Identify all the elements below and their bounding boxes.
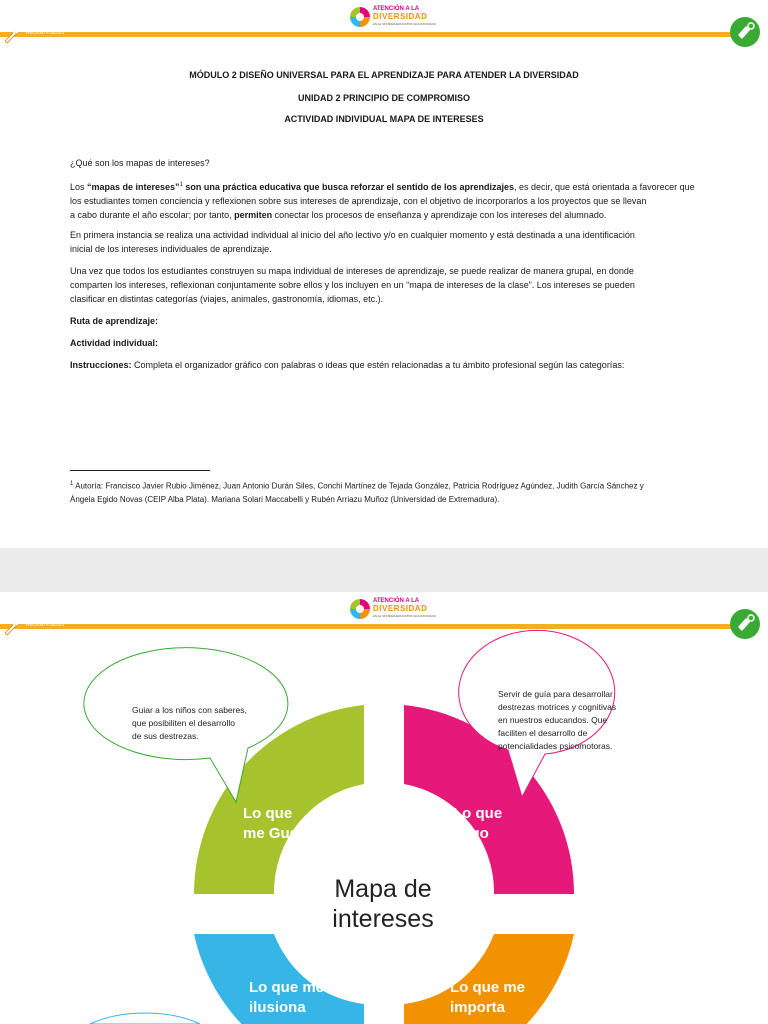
question-heading: ¿Qué son los mapas de intereses? — [70, 158, 210, 168]
bubble-do-text: Servir de guía para desarrollar destrezas motrices y cognitivas en nuestros educandos. Que faciliten el desarrollo de potencialidades psicomotoras. — [498, 689, 617, 751]
footnote-divider — [70, 470, 210, 471]
footnote: $^1$ Autoría: Francisco Javier Rubio Jiménez, Juan Antonio Durán Siles, Conchi Martínez de Tejada González, Patricia Rodríguez Agúndez, Judith García Sánchez y Ángela Egido Novas (CEIP Alba Plata). Mariana Solari Maccabelli y Rubén Arriazu Muñoz (Universidad de Extremadura). — [70, 481, 644, 504]
label-excites: Lo que me ilusiona — [249, 979, 325, 1016]
resource-badge-icon — [728, 15, 762, 49]
tools-icon — [2, 26, 20, 44]
label-likes: Lo que me Gusta — [243, 805, 312, 842]
interest-map-shapes — [0, 592, 768, 1024]
interest-map-diagram — [0, 592, 768, 1024]
diversity-logo: ATENCIÓN A LA DIVERSIDAD EN EL SISTEMA EDUCATIVO ECUATORIANO — [349, 4, 439, 30]
header-bar-text: Recurso Práctico — [26, 622, 65, 628]
page-header — [0, 0, 768, 50]
footnote-ref: 1 — [179, 182, 183, 188]
bubble-likes-text: Guiar a los niños con saberes, que posibiliten el desarrollo de sus destrezas. — [132, 705, 247, 741]
header-bar — [0, 32, 740, 37]
diversity-logo: ATENCIÓN A LA DIVERSIDAD EN EL SISTEMA EDUCATIVO ECUATORIANO — [349, 596, 439, 622]
paragraph-definition: Los “mapas de intereses”$^1$ son una práctica educativa que busca reforzar el sentido de los aprendizajes, es decir, que está orientada a favorecer que los estudiantes tomen conciencia y reflexionen sobre sus intereses de aprendizaje, con el objetivo de incorporarlos a los proyectos que se llevan a cabo durante el año escolar; por tanto, permiten conectar los procesos de enseñanza y aprendizaje con los intereses del alumnado. — [70, 182, 695, 220]
document-page-2 — [0, 592, 768, 1024]
unit-title: UNIDAD 2 PRINCIPIO DE COMPROMISO — [297, 93, 470, 103]
header-bar-text: Recurso Práctico — [26, 30, 65, 36]
instructions: Instrucciones: Completa el organizador gráfico con palabras o ideas que estén relacionadas a tu ámbito profesional según las categorías: — [70, 360, 625, 370]
paragraph-group-map: Una vez que todos los estudiantes construyen su mapa individual de intereses de aprendizaje, se puede realizar de manera grupal, en donde comparten los intereses, reflexionan conjuntamente sobre ellos y los incluyen en un “mapa de intereses de la clase”. Los intereses se pueden clasificar en distintas categorías (viajes, animales, gastronomía, idiomas, etc.). — [70, 266, 635, 304]
paragraph-first-instance: En primera instancia se realiza una actividad individual al inicio del año lectivo y/o en cualquier momento y está destinada a una identificación inicial de los intereses individuales de aprendizaje. — [70, 230, 635, 254]
map-center-title: Mapa de intereses — [332, 875, 434, 933]
logo-circle-icon — [349, 6, 371, 28]
module-title: MÓDULO 2 DISEÑO UNIVERSAL PARA EL APRENDIZAJE PARA ATENDER LA DIVERSIDAD — [189, 70, 579, 80]
individual-activity-label: Actividad individual: — [70, 338, 159, 348]
label-matters: Lo que me importa — [450, 979, 526, 1016]
label-do: Lo que hago — [453, 805, 503, 842]
learning-route-label: Ruta de aprendizaje: — [70, 316, 159, 326]
activity-title: ACTIVIDAD INDIVIDUAL MAPA DE INTERESES — [284, 114, 484, 124]
speech-bubble-partial — [90, 1013, 200, 1024]
